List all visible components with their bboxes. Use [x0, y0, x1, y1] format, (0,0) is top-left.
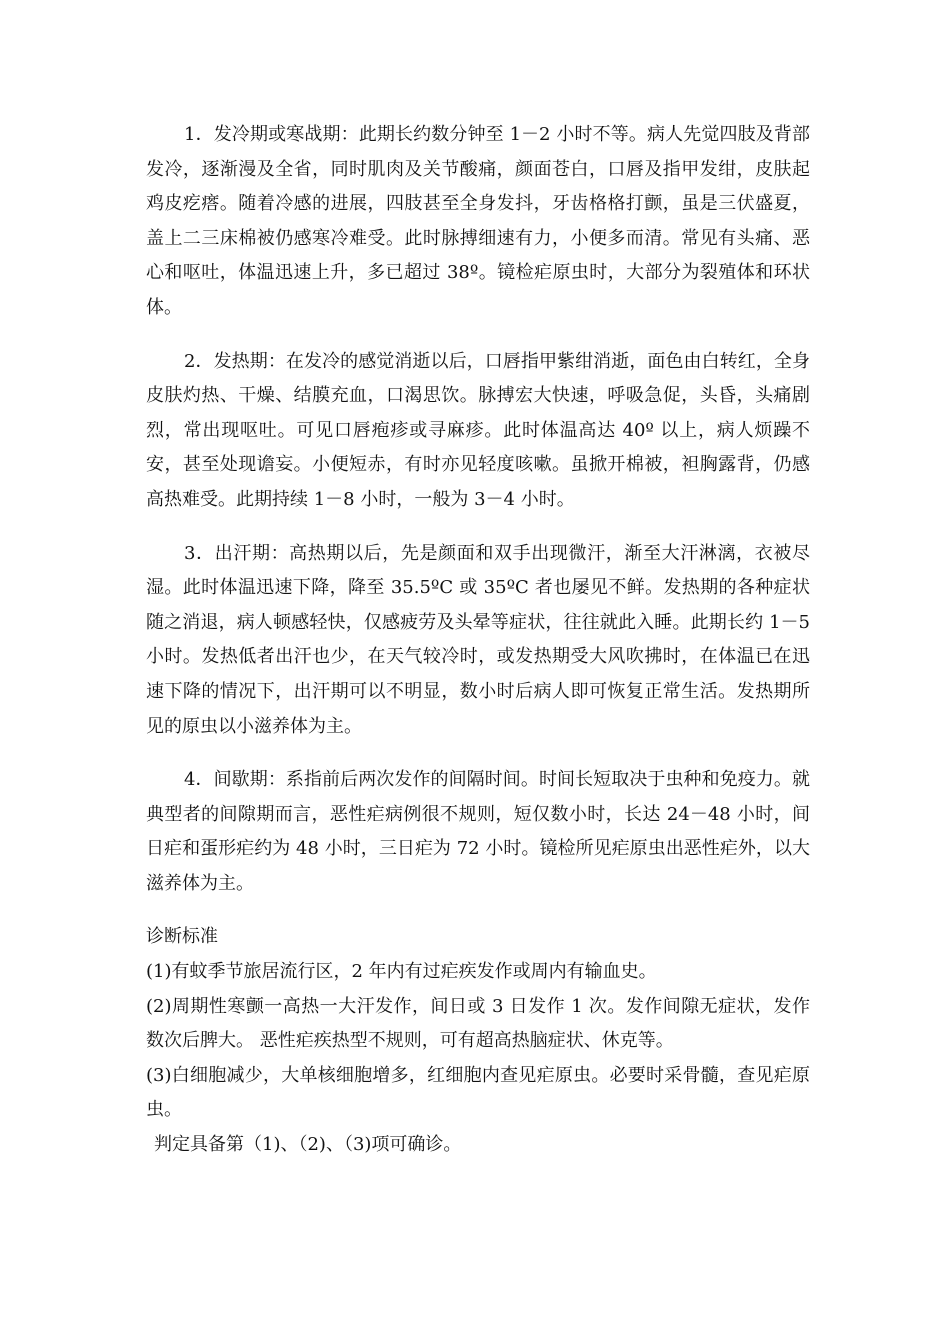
diagnosis-criterion-1: (1)有蚊季节旅居流行区，2 年内有过疟疾发作或周内有输血史。: [146, 961, 657, 983]
diagnosis-criterion-3: (3)白细胞减少，大单核细胞增多，红细胞内查见疟原虫。必要时采骨髓，查见疟原虫。: [146, 1064, 810, 1121]
paragraph-interval-stage: 4．间歇期：系指前后两次发作的间隔时间。时间长短取决于虫种和免疫力。就典型者的间隙期而言，恶性疟病例很不规则，短仅数小时，长达 24－48 小时，间日疟和蛋形疟约为 48 小时，三日疟为 72 小时。镜检所见疟原虫出恶性疟外，以大滋养体为主。: [146, 769, 810, 894]
paragraph-chill-stage: 1．发冷期或寒战期：此期长约数分钟至 1－2 小时不等。病人先觉四肢及背部发冷，逐渐漫及全省，同时肌肉及关节酸痛，颜面苍白，口唇及指甲发绀，皮肤起鸡皮疙瘩。随着冷感的进展，四肢甚至全身发抖，牙齿格格打颤，虽是三伏盛夏，盖上二三床棉被仍感寒冷难受。此时脉搏细速有力，小便多而清。常见有头痛、恶心和呕吐，体温迅速上升，多已超过 38º。镜检疟原虫时，大部分为裂殖体和环状体。: [146, 124, 810, 318]
paragraph-sweating-stage: 3．出汗期：高热期以后，先是颜面和双手出现微汗，渐至大汗淋漓，衣被尽湿。此时体温迅速下降，降至 35.5ºC 或 35ºC 者也屡见不鲜。发热期的各种症状随之消退，病人顿感轻快，仅感疲劳及头晕等症状，往往就此入睡。此期长约 1－5 小时。发热低者出汗也少，在天气较冷时，或发热期受大风吹拂时，在体温已在迅速下降的情况下，出汗期可以不明显，数小时后病人即可恢复正常生活。发热期所见的原虫以小滋养体为主。: [146, 542, 810, 737]
diagnosis-conclusion: 判定具备第（1)、（2)、（3)项可确诊。: [154, 1134, 462, 1156]
diagnosis-criterion-2: (2)周期性寒颤一高热一大汗发作，间日或 3 日发作 1 次。发作间隙无症状，发作数次后脾大。 恶性疟疾热型不规则，可有超高热脑症状、休克等。: [146, 995, 810, 1052]
diagnosis-section: [146, 920, 810, 1162]
paragraph-fever-stage: 2．发热期：在发冷的感觉消逝以后，口唇指甲紫绀消逝，面色由白转红，全身皮肤灼热、干燥、结膜充血，口渴思饮。脉搏宏大快速，呼吸急促，头昏，头痛剧烈，常出现呕吐。可见口唇疱疹或寻麻疹。此时体温高达 40º 以上，病人烦躁不安，甚至处现谵妄。小便短赤，有时亦见轻度咳嗽。虽掀开棉被，袒胸露背，仍感高热难受。此期持续 1－8 小时，一般为 3－4 小时。: [146, 350, 810, 510]
diagnosis-heading: 诊断标准: [146, 926, 218, 948]
